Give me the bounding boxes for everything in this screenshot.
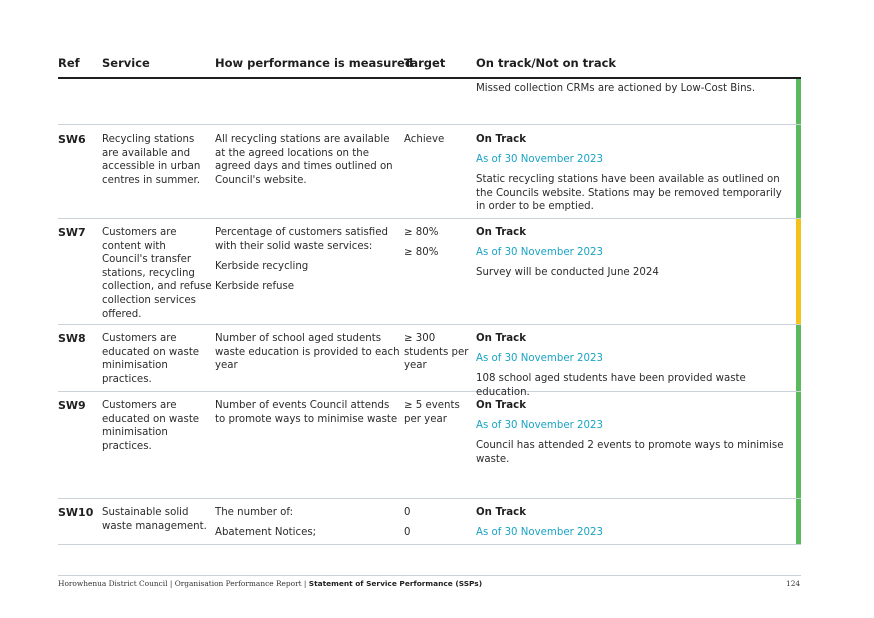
measure-cell xyxy=(215,133,401,194)
col-header-ref: Ref xyxy=(58,56,80,70)
status-comment: Council has attended 2 events to promote ways to minimise waste. xyxy=(476,440,784,465)
service-cell: Customers are educated on waste minimisation practices. xyxy=(102,400,200,452)
target-cell xyxy=(404,332,472,379)
status-date: As of 30 November 2023 xyxy=(476,420,603,432)
measure-cell xyxy=(215,332,401,379)
service-cell: Recycling stations are available and accessible in urban centres in summer. xyxy=(102,134,201,186)
footer-org: Horowhenua District Council | Organisation Performance Report | xyxy=(58,579,309,588)
footer-text xyxy=(58,579,482,588)
ref-cell: SW9 xyxy=(58,399,86,412)
status-indicator-bar xyxy=(796,219,801,324)
service-cell: Sustainable solid waste management. xyxy=(102,507,207,532)
status-cell xyxy=(476,506,794,546)
table-row xyxy=(58,79,801,125)
target-cell xyxy=(404,506,472,546)
measure-cell xyxy=(215,399,401,433)
measure-cell xyxy=(215,226,401,300)
footer-section: Statement of Service Performance (SSPs) xyxy=(308,579,483,588)
target-cell xyxy=(404,133,472,153)
status-cell xyxy=(476,399,794,473)
table-row xyxy=(58,219,801,325)
target-value: ≥ 80% xyxy=(404,227,439,238)
table-row xyxy=(58,125,801,219)
ref-cell: SW8 xyxy=(58,332,86,345)
status-indicator-bar xyxy=(796,125,801,218)
target-value: ≥ 80% xyxy=(404,247,439,259)
status-indicator-bar xyxy=(796,499,801,544)
status-comment: 108 school aged students have been provided waste education. xyxy=(476,373,746,398)
measure-text: Percentage of customers satisfied with their solid waste services: xyxy=(215,227,388,252)
status-label: On Track xyxy=(476,333,527,344)
service-cell: Customers are educated on waste minimisation practices. xyxy=(102,333,200,385)
measure-text: Kerbside recycling xyxy=(215,260,309,272)
status-date: As of 30 November 2023 xyxy=(476,527,603,539)
footer-rule xyxy=(58,575,801,576)
service-cell: Customers are content with Council's transfer stations, recycling collection, and refuse collection services offered. xyxy=(102,227,212,320)
measure-text: Number of school aged students waste education is provided to each year xyxy=(215,333,400,372)
measure-text: The number of: xyxy=(215,507,294,518)
target-value: 0 xyxy=(404,507,411,518)
target-value: Achieve xyxy=(404,134,445,145)
status-date: As of 30 November 2023 xyxy=(476,247,603,259)
target-value: ≥ 5 events per year xyxy=(404,400,460,425)
page-number: 124 xyxy=(786,579,801,588)
status-indicator-bar xyxy=(796,325,801,391)
status-date: As of 30 November 2023 xyxy=(476,154,603,166)
ref-cell: SW6 xyxy=(58,133,86,146)
measure-cell xyxy=(215,506,401,546)
ref-cell: SW7 xyxy=(58,226,86,239)
target-cell xyxy=(404,226,472,266)
status-cell xyxy=(476,82,794,102)
status-label: On Track xyxy=(476,227,527,238)
status-cell xyxy=(476,133,794,220)
target-cell xyxy=(404,399,472,433)
table-row xyxy=(58,325,801,398)
col-header-target: Target xyxy=(404,56,446,70)
status-cell xyxy=(476,226,794,286)
col-header-measure: How performance is measured xyxy=(215,56,414,70)
status-label: On Track xyxy=(476,400,527,411)
measure-text: Number of events Council attends to promote ways to minimise waste xyxy=(215,400,398,425)
target-value: ≥ 300 students per year xyxy=(404,333,469,372)
ref-cell: SW10 xyxy=(58,506,94,519)
status-comment: Static recycling stations have been available as outlined on the Councils website. Stations may be removed temporarily in order to be emptied. xyxy=(476,174,782,213)
target-value: 0 xyxy=(404,527,411,539)
status-comment: Survey will be conducted June 2024 xyxy=(476,267,659,279)
status-indicator-bar xyxy=(796,79,801,124)
status-date: As of 30 November 2023 xyxy=(476,353,603,365)
col-header-status: On track/Not on track xyxy=(476,56,617,70)
measure-text: Kerbside refuse xyxy=(215,280,295,292)
status-label: On Track xyxy=(476,134,527,145)
col-header-service: Service xyxy=(102,56,150,70)
measure-text: Abatement Notices; xyxy=(215,527,317,539)
table-row xyxy=(58,392,801,499)
status-comment: Missed collection CRMs are actioned by Low-Cost Bins. xyxy=(476,83,756,94)
status-label: On Track xyxy=(476,507,527,518)
measure-text: All recycling stations are available at the agreed locations on the agreed days and times outlined on Council's website. xyxy=(215,134,393,186)
status-indicator-bar xyxy=(796,392,801,498)
table-row xyxy=(58,499,801,545)
